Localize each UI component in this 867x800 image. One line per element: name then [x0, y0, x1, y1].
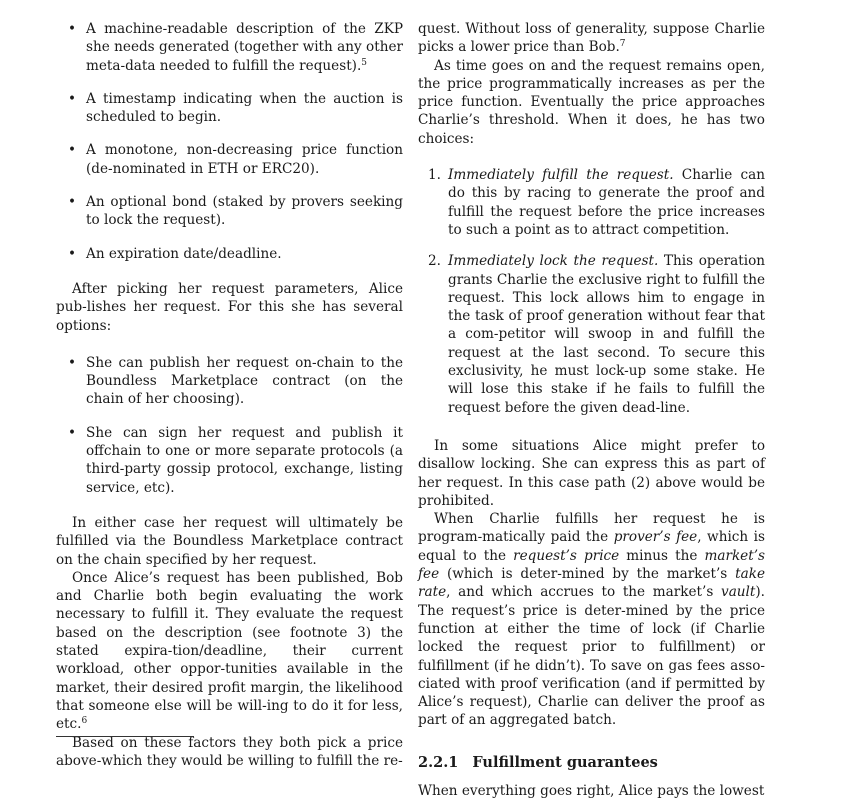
footnote-marker[interactable]: 5: [361, 57, 368, 68]
paragraph: When everything goes right, Alice pays the lowest: [418, 782, 765, 799]
list-item: • An expiration date/deadline.: [56, 245, 403, 263]
list-item: • An optional bond (staked by provers seeking to lock the request).: [56, 193, 403, 230]
paragraph: After picking her request parameters, Alice pub-lishes her request. For this she has several options:: [56, 280, 403, 334]
paragraph: In either case her request will ultimately be fulfilled via the Boundless Marketplace contract on the chain specified by her request.: [56, 514, 403, 568]
option-title: Immediately fulfill the request.: [448, 167, 674, 184]
paragraph: When Charlie fulfills her request he is program-matically paid the prover’s fee, which is equal to the request’s price minus the market’s fee (which is deter-mined by the market’s take rate, and which accrues to the market’s vault). The request’s price is deter-mined by the price function at either the time of lock (if Charlie locked the request prior to fulfillment) or fulfillment (if he didn’t). To save on gas fees asso-ciated with proof verification (and if permitted by Alice’s request), Charlie can deliver the proof as part of an aggregated batch.: [418, 511, 765, 729]
footnote-rule: [56, 736, 194, 737]
footnote-marker[interactable]: 6: [81, 716, 88, 727]
section-heading: [418, 754, 765, 772]
footnote-marker[interactable]: 7: [619, 39, 626, 50]
list-item: • A monotone, non-decreasing price function (de-nominated in ETH or ERC20).: [56, 141, 403, 178]
publish-options-list: [56, 354, 403, 497]
paragraph: Based on these factors they both pick a price above-which they would be willing to fulfill the re-: [56, 734, 403, 769]
list-item: • A timestamp indicating when the auction is scheduled to begin.: [56, 90, 403, 127]
section-number: 2.2.1: [418, 753, 459, 771]
list-item: 2. Immediately lock the request. This operation grants Charlie the exclusive right to fulfill the request. This lock allows him to engage in the task of proof generation without fear that a com-petitor will swoop in and fulfill the request at the last second. To secure this exclusivity, he must lock-up some stake. He will lose this stake if he fails to fulfill the request before the given dead-line.: [428, 253, 766, 416]
left-column: [56, 20, 403, 770]
paragraph: In some situations Alice might prefer to disallow locking. She can express this as part of her request. In this case path (2) above would be prohibited.: [418, 437, 765, 509]
list-item: 1. Immediately fulfill the request. Charlie can do this by racing to generate the proof and fulfill the request before the price increases to such a point as to attract competition.: [428, 167, 766, 238]
choices-list: [418, 166, 765, 417]
paragraph: Once Alice’s request has been published, Bob and Charlie both begin evaluating the work necessary to fulfill it. They evaluate the request based on the description (see footnote 3) the stated expira-tion/deadline, their current workload, other oppor-tunities available in the market, their desired profit margin, the likelihood that someone else will be will-ing to do it for less, etc.$^6$: [56, 569, 403, 733]
list-item: • She can publish her request on-chain to the Boundless Marketplace contract (on the chain of her choosing).: [56, 354, 403, 409]
section-title: Fulfillment guarantees: [472, 753, 658, 771]
paragraph: quest. Without loss of generality, suppose Charlie picks a lower price than Bob.$^7$: [418, 21, 765, 56]
option-title: Immediately lock the request.: [448, 253, 659, 270]
request-parameters-list: [56, 20, 403, 263]
list-item: • She can sign her request and publish it offchain to one or more separate protocols (a third-party gossip protocol, exchange, listing service, etc).: [56, 424, 403, 497]
right-column: [418, 20, 765, 800]
list-item: • A machine-readable description of the ZKP she needs generated (together with any other meta-data needed to fulfill the request).$^5$: [56, 20, 403, 75]
paragraph: As time goes on and the request remains open, the price programmatically increases as per the price function. Eventually the price approaches Charlie’s threshold. When it does, he has two choices:: [418, 57, 765, 147]
